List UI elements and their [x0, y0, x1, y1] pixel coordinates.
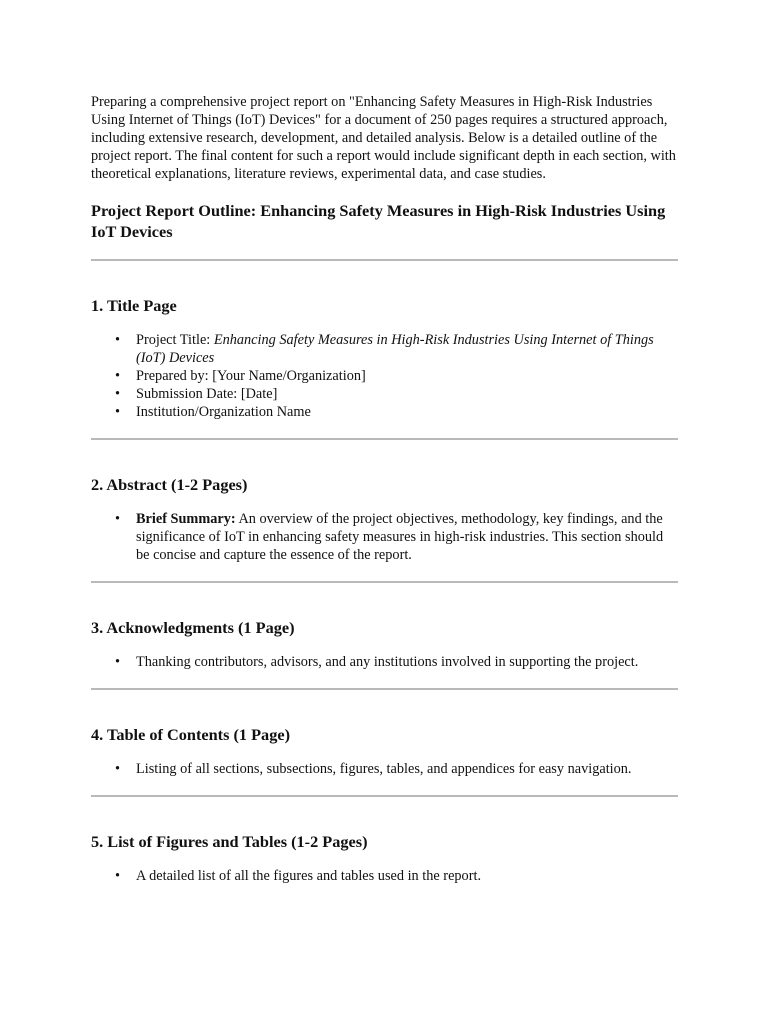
section-divider	[91, 688, 678, 690]
list-item	[115, 331, 678, 367]
bullet-icon: •	[115, 761, 121, 777]
outline-title: Project Report Outline: Enhancing Safety Measures in High-Risk Industries Using IoT Devices	[91, 201, 666, 241]
list-item	[115, 367, 678, 385]
item-text: Thanking contributors, advisors, and any institutions involved in supporting the project.	[136, 654, 639, 670]
list-item	[115, 653, 678, 671]
outline-sections	[91, 259, 678, 885]
bullet-icon: •	[115, 654, 121, 670]
item-text: A detailed list of all the figures and tables used in the report.	[136, 868, 482, 884]
bullet-icon: •	[115, 386, 121, 402]
bullet-icon: •	[115, 511, 121, 527]
bullet-list	[91, 331, 678, 421]
item-text: An overview of the project objectives, methodology, key findings, and the significance of IoT in enhancing safety measures in high-risk industries. This section should be concise and capture the essence of the report.	[136, 511, 664, 563]
list-item	[115, 867, 678, 885]
section-heading: 1. Title Page	[91, 296, 177, 315]
bullet-icon: •	[115, 368, 121, 384]
section-divider	[91, 438, 678, 440]
outline-section	[91, 581, 678, 671]
bullet-list	[91, 867, 678, 885]
bullet-list	[91, 653, 678, 671]
section-divider	[91, 581, 678, 583]
item-label: Brief Summary:	[136, 511, 236, 527]
section-heading: 5. List of Figures and Tables (1-2 Pages)	[91, 832, 368, 851]
item-text: Enhancing Safety Measures in High-Risk Industries Using Internet of Things (IoT) Devices	[136, 332, 654, 366]
list-item	[115, 385, 678, 403]
section-heading: 2. Abstract (1-2 Pages)	[91, 475, 248, 494]
intro-paragraph: Preparing a comprehensive project report on "Enhancing Safety Measures in High-Risk Industries Using Internet of Things (IoT) Devices" for a document of 250 pages requires a structured approach, including extensive research, development, and detailed analysis. Below is a detailed outline of the project report. The final content for such a report would include significant depth in each section, with theoretical explanations, literature reviews, experimental data, and case studies.	[91, 94, 676, 182]
item-text: Submission Date: [Date]	[136, 386, 278, 402]
document-body	[91, 93, 678, 885]
outline-section	[91, 688, 678, 778]
section-heading: 4. Table of Contents (1 Page)	[91, 725, 290, 744]
bullet-icon: •	[115, 868, 121, 884]
section-heading: 3. Acknowledgments (1 Page)	[91, 618, 295, 637]
outline-section	[91, 259, 678, 421]
item-text: Listing of all sections, subsections, figures, tables, and appendices for easy navigation.	[136, 761, 632, 777]
bullet-list	[91, 760, 678, 778]
outline-section	[91, 438, 678, 564]
item-label: Project Title:	[136, 332, 214, 348]
list-item	[115, 510, 678, 564]
list-item	[115, 760, 678, 778]
bullet-icon: •	[115, 332, 121, 348]
section-divider	[91, 259, 678, 261]
bullet-list	[91, 510, 678, 564]
list-item	[115, 403, 678, 421]
bullet-icon: •	[115, 404, 121, 420]
item-text: Institution/Organization Name	[136, 404, 311, 420]
item-text: Prepared by: [Your Name/Organization]	[136, 368, 366, 384]
outline-section	[91, 795, 678, 885]
section-divider	[91, 795, 678, 797]
